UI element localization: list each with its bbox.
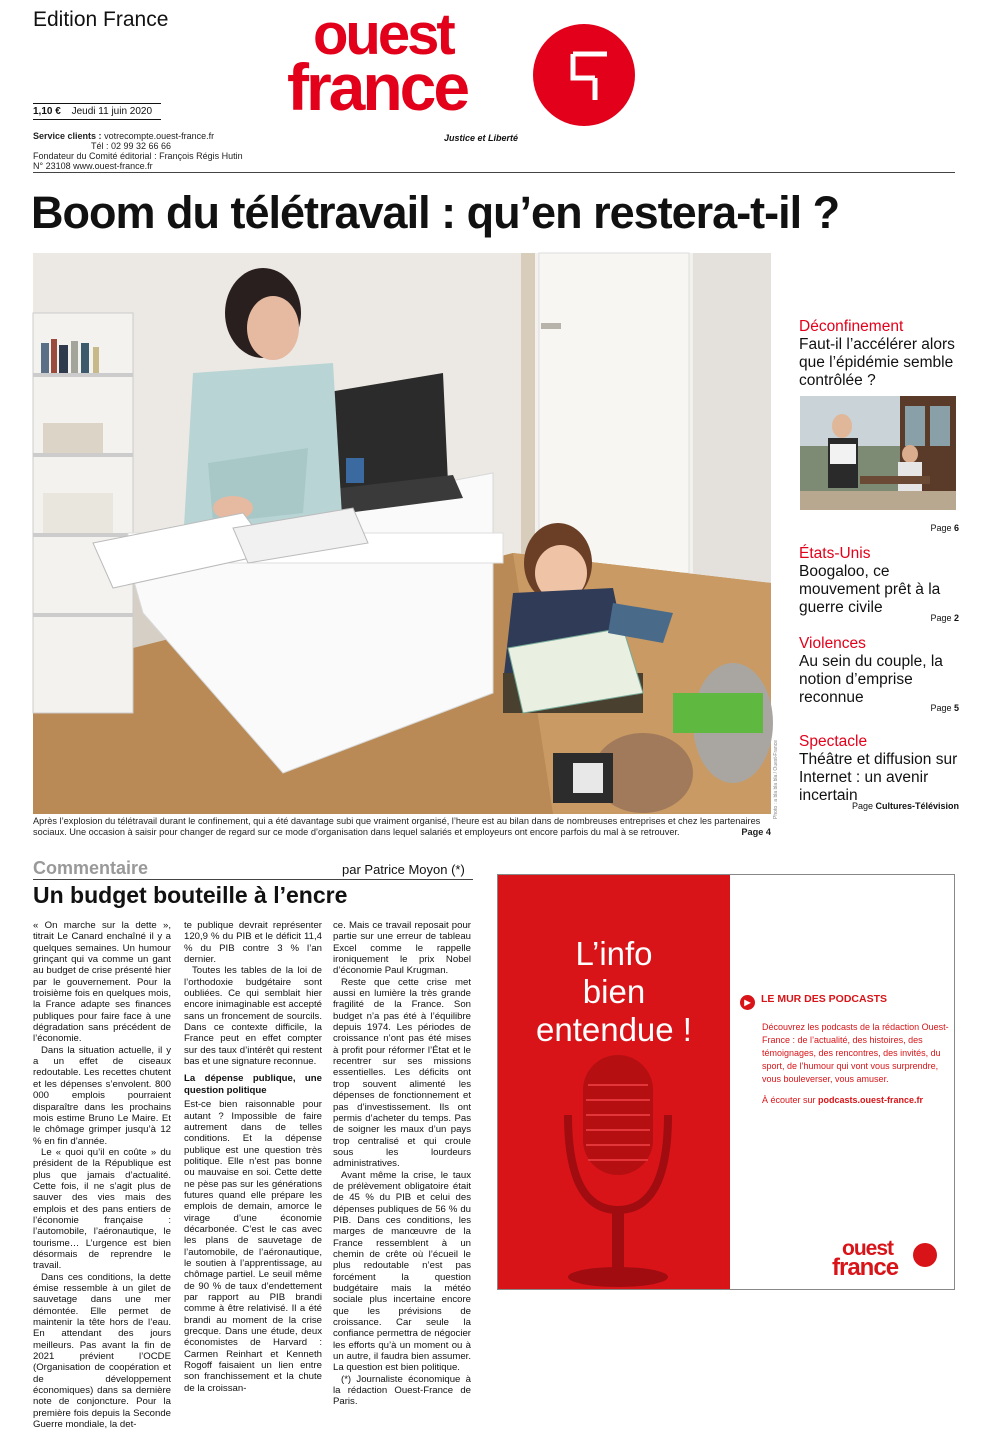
sidebar-text: Faut-il l’accélérer alors que l’épidémie semble contrôlée ? <box>799 336 955 389</box>
edition-label: Edition France <box>33 8 169 31</box>
microphone-icon <box>498 1045 730 1289</box>
sidebar-kicker: Déconfinement <box>799 318 904 335</box>
commentary-divider <box>33 879 473 880</box>
commentary-column-1 <box>33 920 171 1430</box>
commentary-column-3 <box>333 920 471 1408</box>
section-label-commentaire: Commentaire <box>33 858 149 878</box>
paragraph: Est-ce bien raisonnable pour autant ? Impossible de faire autrement dans de telles conditions. Et la dépense publique est une question très politique. Elle n’est pas bonne ou mauvaise en soi. Cette dette ne pèse pas sur les générations futures quand elle prépare les emplois de demain, amorce le virage d’une économie décarbonée. C’est le cas avec les plans de sauvetage de l’automobile, de l’aéronautique, le soutien à l’apprentissage, au chômage partiel. Le seuil même de 90 % de taux d’endettement par rapport au PIB brandi comme à être relativisé. Il a été brandi au moment de la crise grecque. Dans une étude, deux économistes de Harvard : Carmen Reinhart et Kenneth Rogoff faisaient un lien entre son franchissement et la chute de la croissan- <box>184 1099 322 1394</box>
logo-disc-icon <box>913 1243 937 1267</box>
sidebar-photo <box>800 396 956 510</box>
main-photo <box>33 253 771 814</box>
paragraph: ce. Mais ce travail reposait pour partie sur une erreur de tableau Excel comme le rappelle ironiquement le prix Nobel d’économie Paul Krugman. <box>333 920 471 977</box>
paragraph: Avant même la crise, le taux de prélèvement obligatoire était de 45 % du PIB et celui des dépenses publiques de 56 % du PIB. Dans ces conditions, les marges de manœuvre de la France ressemblent à un chemin de crête où l’écueil le plus redoutable n’est pas forcément la question budgétaire mais la météo sociale plus incertaine encore que les prévisions de croissance. Car seule la confiance permettra de négocier les efforts qu’à un moment ou à un autre, il faudra bien assumer. La question est bien politique. <box>333 1169 471 1374</box>
sidebar-page: Page 2 <box>930 613 959 623</box>
ad-red-panel <box>498 875 730 1289</box>
sidebar-kicker: Spectacle <box>799 733 868 750</box>
byline: par Patrice Moyon (*) <box>342 862 465 877</box>
sidebar-page-ref-1[interactable] <box>799 521 959 533</box>
caption-page-ref[interactable]: Page 4 <box>741 827 771 837</box>
paragraph: Dans la situation actuelle, il y a un effet de ciseaux redoutable. Les recettes chutent et les dépenses s’envolent. 800 000 emplois pourraient disparaître dans les prochains mois estime Bruno Le Maire. Et le chômage grimper jusqu’à 12 % en fin d’année. <box>33 1044 171 1147</box>
sidebar-page: Page 5 <box>930 703 959 713</box>
podcast-link-line[interactable]: À écouter sur podcasts.ouest-france.fr <box>762 1095 924 1105</box>
service-label: Service clients : <box>33 131 102 141</box>
sidebar-kicker: Violences <box>799 635 866 652</box>
masthead-divider <box>33 172 955 173</box>
podcast-heading[interactable]: ▶ LE MUR DES PODCASTS <box>740 993 887 1010</box>
sidebar-item-violences[interactable] <box>799 635 959 713</box>
sidebar-page: Page Cultures-Télévision <box>851 801 959 811</box>
podcast-text: Découvrez les podcasts de la rédaction Ouest-France : de l’actualité, des histoires, des témoignages, des rencontres, des invités, du sport, de l’humour qui vont vous surprendre, vous bouleverser, vous amuser. <box>762 1022 949 1084</box>
service-info <box>33 131 243 171</box>
paragraph: Le « quoi qu’il en coûte » du président de la République est plus que jamais d’actualité. Cette fois, il ne s’agit plus de sauver des vies mais des emplois et des pans entiers de l’économie française : l’automobile, l’aéronautique, le tourisme… L’urgence est bien désormais de reprendre le travail. <box>33 1146 171 1272</box>
logo-word-ouest: ouest <box>313 2 453 67</box>
logo-word-france: france <box>287 50 468 124</box>
issue-number: N° 23108 www.ouest-france.fr <box>33 161 153 171</box>
slogan-line: L’info <box>575 935 653 972</box>
caption-text: Après l’explosion du télétravail durant le confinement, qui a été davantage subi que vraiment organisé, l’heure est au bilan dans de nombreuses entreprises et chez les partenaires sociaux. Une occasion à saisir pour changer de regard sur ce mode d’organisation dans lequel salariés et employeurs ont encore parfois du mal à se retrouver. <box>33 816 761 837</box>
podcast-advertisement[interactable] <box>497 874 955 1290</box>
sidebar-item-deconfinement[interactable] <box>799 318 959 390</box>
ad-ouest-france-logo: ouest france <box>832 1237 937 1282</box>
paragraph: Dans ces conditions, la dette émise ressemble à un gilet de sauvetage dans une mer démontée. Elle permet de maintenir la tête hors de l’eau. En attendant des jours meilleurs. Pas avant la fin de 2021 prévient l’OCDE (Organisation de coopération et de développement économiques) dans sa dernière note de conjoncture. Pour la première fois depuis la Seconde Guerre mondiale, la det- <box>33 1271 171 1430</box>
price: 1,10 € <box>33 106 61 117</box>
price-date-line <box>33 103 161 120</box>
sidebar-page: Page 6 <box>930 523 959 533</box>
play-circle-icon: ▶ <box>740 995 755 1010</box>
commentary-title[interactable]: Un budget bouteille à l’encre <box>33 882 348 908</box>
photo-credit: Photo : a bla bla bla / Ouest-France <box>773 740 779 819</box>
paragraph: (*) Journaliste économique à la rédaction Ouest-France de Paris. <box>333 1373 471 1408</box>
service-tel: Tél : 02 99 32 66 66 <box>91 141 172 151</box>
sidebar-text: Théâtre et diffusion sur Internet : un avenir incertain <box>799 751 958 804</box>
podcast-description <box>762 1021 957 1107</box>
photo-caption <box>33 816 771 838</box>
issue-date: Jeudi 11 juin 2020 <box>71 106 153 117</box>
subhead: La dépense publique, une question politique <box>184 1073 322 1096</box>
paragraph: « On marche sur la dette », titrait Le Canard enchaîné il y a quelques semaines. Un humour grinçant qui va comme un gant au budget de crise présenté hier par le gouvernement. Pour la troisième fois en quelques mois, la France adapte ses finances publiques pour faire face à une dégradation sans précédent de l’économie. <box>33 920 171 1045</box>
sidebar-text: Au sein du couple, la notion d’emprise reconnue <box>799 653 943 706</box>
slogan-line: bien <box>582 973 646 1010</box>
ad-slogan <box>498 935 730 1049</box>
founder-line: Fondateur du Comité éditorial : François Régis Hutin <box>33 151 243 161</box>
logo-disc-icon <box>533 24 635 126</box>
sidebar-item-etats-unis[interactable] <box>799 545 959 623</box>
sidebar-text: Boogaloo, ce mouvement prêt à la guerre civile <box>799 563 941 616</box>
paragraph: Toutes les tables de la loi de l’orthodoxie budgétaire sont oubliées. Ce qui semblait hier encore inimaginable est accepté sans un froncement de sourcils. Dans ce contexte difficile, la France peut en effet compter sur des taux d’intérêt qui restent bas et une signature reconnue. <box>184 965 322 1068</box>
commentary-column-2 <box>184 920 322 1394</box>
sidebar-kicker: États-Unis <box>799 545 871 562</box>
podcast-link[interactable]: podcasts.ouest-france.fr <box>818 1095 924 1105</box>
service-web[interactable]: votrecompte.ouest-france.fr <box>104 131 215 141</box>
paragraph: te publique devrait représenter 120,9 % du PIB et le déficit 11,4 % du PIB contre 3 % l’an dernier. <box>184 920 322 966</box>
main-headline[interactable]: Boom du télétravail : qu’en restera-t-il ? <box>31 187 840 238</box>
slogan-line: entendue ! <box>536 1011 692 1048</box>
paragraph: Reste que cette crise met aussi en lumière la très grande fragilité de la France. Son budget n’a pas été à l’équilibre depuis 1974. Les périodes de croissance n’ont pas été mises à profit pour réformer l’État et le recentrer sur ses missions essentielles. Les déficits ont trop souvent alimenté les dépenses de fonctionnement et pas d’investissement. Ils ont permis d’acheter du temps. Pas de soigner les maux d’un pays trop centralisé et qui croule sous les lourdeurs administratives. <box>333 976 471 1170</box>
sidebar-item-spectacle[interactable] <box>799 733 959 811</box>
motto: Justice et Liberté <box>444 133 519 143</box>
ouest-france-logo[interactable] <box>287 2 647 126</box>
